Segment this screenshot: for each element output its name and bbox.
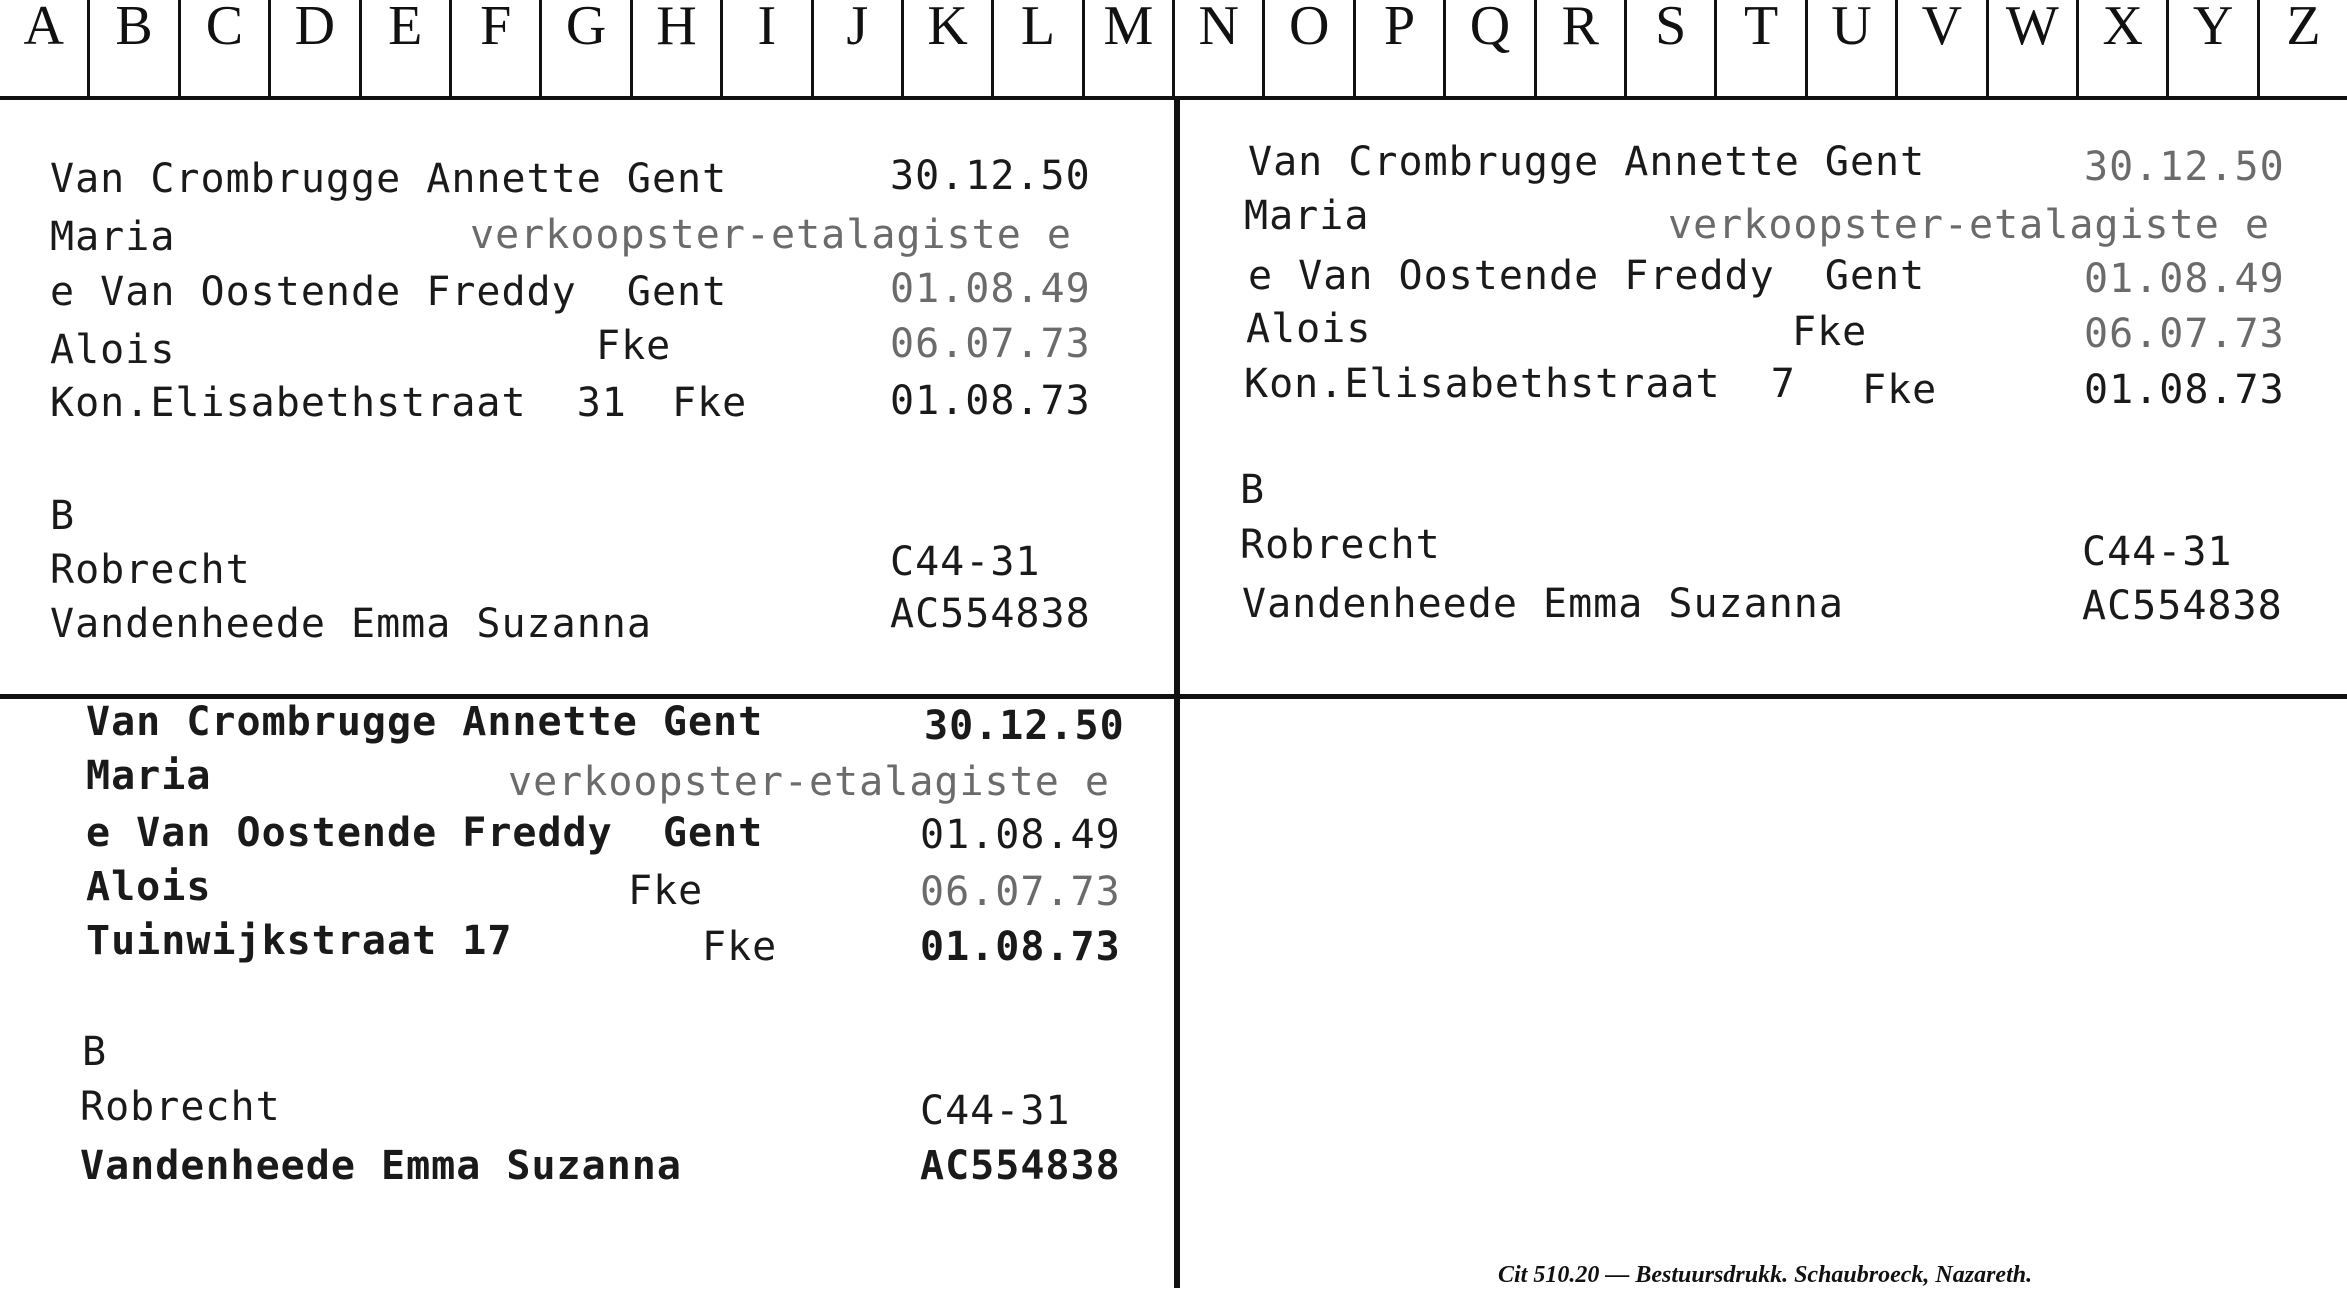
occupation: verkoopster-etalagiste e — [470, 212, 1072, 258]
spouse-line: e Van Oostende Freddy Gent — [1248, 253, 1926, 299]
alphabet-letter-r: R — [1537, 0, 1627, 96]
address: Kon.Elisabethstraat 31 — [50, 380, 627, 426]
spouse-first-name: Alois — [1246, 306, 1372, 352]
alphabet-letter-c: C — [181, 0, 271, 96]
name-line: Van Crombrugge Annette Gent — [1248, 139, 1926, 185]
spouse-birth-date: 01.08.49 — [890, 266, 1091, 312]
alphabet-letter-f: F — [452, 0, 542, 96]
child-code: C44-31 — [920, 1088, 1071, 1134]
spouse-place: Fke — [1792, 309, 1868, 355]
spouse-place-date: 06.07.73 — [920, 869, 1121, 915]
spouse-line: e Van Oostende Freddy Gent — [86, 810, 764, 856]
alphabet-letter-k: K — [904, 0, 994, 96]
spouse-birth-date: 01.08.49 — [2084, 256, 2285, 302]
alphabet-letter-g: G — [542, 0, 632, 96]
child-name: Robrecht — [50, 547, 251, 593]
alphabet-letter-h: H — [633, 0, 723, 96]
mother-code: AC554838 — [2082, 583, 2283, 629]
spouse-place: Fke — [628, 868, 704, 914]
alphabet-letter-b: B — [90, 0, 180, 96]
birth-date: 30.12.50 — [924, 703, 1125, 749]
child-code: C44-31 — [890, 539, 1041, 585]
alphabet-letter-u: U — [1808, 0, 1898, 96]
printer-imprint: Cit 510.20 — Bestuursdrukk. Schaubroeck, Nazareth. — [1498, 1262, 2033, 1288]
address-date: 01.08.73 — [920, 924, 1121, 970]
spouse-line: e Van Oostende Freddy Gent — [50, 269, 728, 315]
child-name: Robrecht — [80, 1084, 281, 1130]
mother-code: AC554838 — [920, 1143, 1121, 1189]
spouse-place-date: 06.07.73 — [2084, 311, 2285, 357]
occupation: verkoopster-etalagiste e — [508, 759, 1110, 805]
section-letter: B — [82, 1029, 108, 1075]
name-line: Van Crombrugge Annette Gent — [86, 699, 764, 745]
address-date: 01.08.73 — [890, 378, 1091, 424]
alphabet-letter-v: V — [1898, 0, 1988, 96]
address-place: Fke — [702, 924, 778, 970]
alphabet-letter-t: T — [1717, 0, 1807, 96]
address-place: Fke — [1862, 367, 1938, 413]
mother-name: Vandenheede Emma Suzanna — [1242, 581, 1844, 627]
birth-date: 30.12.50 — [2084, 144, 2285, 190]
alphabet-letter-q: Q — [1446, 0, 1536, 96]
child-code: C44-31 — [2082, 529, 2233, 575]
alphabet-letter-s: S — [1627, 0, 1717, 96]
alphabet-letter-y: Y — [2169, 0, 2259, 96]
occupation: verkoopster-etalagiste e — [1668, 202, 2270, 248]
spouse-birth-date: 01.08.49 — [920, 812, 1121, 858]
first-name: Maria — [1244, 193, 1370, 239]
alphabet-letter-x: X — [2079, 0, 2169, 96]
address-place: Fke — [672, 380, 748, 426]
mother-code: AC554838 — [890, 591, 1091, 637]
alphabet-letter-p: P — [1356, 0, 1446, 96]
birth-date: 30.12.50 — [890, 153, 1091, 199]
name-line: Van Crombrugge Annette Gent — [50, 156, 728, 202]
child-name: Robrecht — [1240, 522, 1441, 568]
alphabet-letter-l: L — [994, 0, 1084, 96]
alphabet-letter-z: Z — [2286, 0, 2321, 57]
first-name: Maria — [86, 753, 212, 799]
alphabet-letter-a: A — [0, 0, 90, 96]
address: Tuinwijkstraat 17 — [86, 918, 513, 964]
alphabet-letter-j: J — [814, 0, 904, 96]
alphabet-letter-e: E — [362, 0, 452, 96]
alphabet-letter-d: D — [271, 0, 361, 96]
first-name: Maria — [50, 214, 176, 260]
section-letter: B — [1240, 467, 1266, 513]
spouse-first-name: Alois — [86, 864, 212, 910]
address-date: 01.08.73 — [2084, 367, 2285, 413]
mother-name: Vandenheede Emma Suzanna — [80, 1143, 682, 1189]
alphabet-letter-o: O — [1265, 0, 1355, 96]
spouse-first-name: Alois — [50, 327, 176, 373]
alphabet-letter-n: N — [1175, 0, 1265, 96]
alphabet-letter-w: W — [1989, 0, 2079, 96]
alphabet-letter-m: M — [1085, 0, 1175, 96]
section-letter: B — [50, 493, 76, 539]
alphabet-letter-i: I — [723, 0, 813, 96]
address: Kon.Elisabethstraat 7 — [1244, 361, 1796, 407]
spouse-place-date: 06.07.73 — [890, 321, 1091, 367]
mother-name: Vandenheede Emma Suzanna — [50, 601, 652, 647]
spouse-place: Fke — [596, 323, 672, 369]
alphabet-index-header — [0, 0, 2347, 100]
